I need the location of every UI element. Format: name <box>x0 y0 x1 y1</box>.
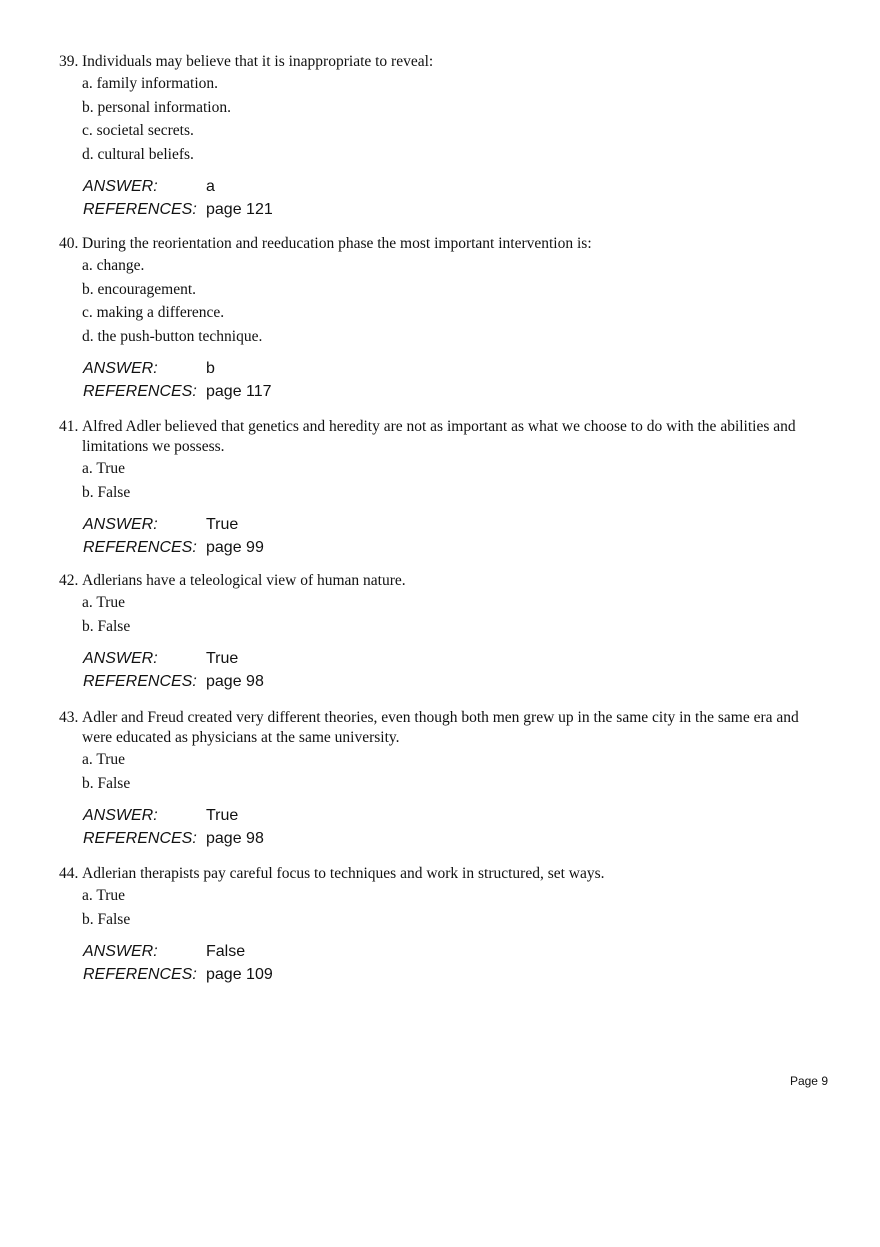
choice-list <box>82 457 829 504</box>
answer-block <box>83 648 829 693</box>
answer-value: b <box>206 360 215 377</box>
references-value: page 98 <box>206 829 264 847</box>
answer-value: False <box>206 943 246 960</box>
answer-block <box>83 176 829 221</box>
question-stem <box>59 234 829 254</box>
choice-b: b. False <box>82 617 131 635</box>
answer-value: True <box>206 516 239 533</box>
choice-b: b. encouragement. <box>82 280 197 298</box>
references-value: page 109 <box>206 965 273 983</box>
question-stem <box>59 571 829 591</box>
answer-block <box>83 514 829 559</box>
references-label: REFERENCES: <box>83 200 197 218</box>
references-label: REFERENCES: <box>83 829 197 847</box>
question-stem <box>59 417 829 457</box>
choice-b: b. False <box>82 774 131 792</box>
choice-c: c. societal secrets. <box>82 122 194 139</box>
answer-label: ANSWER: <box>83 943 158 960</box>
answer-block <box>83 805 829 850</box>
question-stem <box>59 864 829 884</box>
question-stem <box>59 52 829 72</box>
answer-row <box>83 514 829 537</box>
answer-row <box>83 805 829 828</box>
choice-a: a. True <box>82 594 126 611</box>
references-value: page 117 <box>206 382 272 400</box>
page-number: Page 9 <box>789 1074 828 1088</box>
references-row <box>83 381 829 404</box>
question-number: 44. <box>59 865 79 882</box>
answer-label: ANSWER: <box>83 178 158 195</box>
question-text: Alfred Adler believed that genetics and heredity are not as important as what we choose to do with the abilities and limitations we possess. <box>82 418 796 455</box>
choice-a: a. True <box>82 887 126 904</box>
references-label: REFERENCES: <box>83 538 197 556</box>
references-label: REFERENCES: <box>83 672 197 690</box>
choice-a: a. True <box>82 751 126 768</box>
answer-block <box>83 358 829 403</box>
choice-b: b. False <box>82 910 131 928</box>
choice-c: c. making a difference. <box>82 304 225 321</box>
question-number: 41. <box>59 418 79 435</box>
choice-a: a. True <box>82 460 126 477</box>
choice-list <box>82 254 829 348</box>
references-label: REFERENCES: <box>83 965 197 983</box>
references-row <box>83 537 829 560</box>
choice-b: b. personal information. <box>82 98 231 116</box>
references-value: page 99 <box>206 538 264 556</box>
references-row <box>83 671 829 694</box>
answer-label: ANSWER: <box>83 807 158 824</box>
choice-list <box>82 884 829 931</box>
question-stem <box>59 708 829 748</box>
answer-label: ANSWER: <box>83 650 158 667</box>
question-42 <box>59 571 829 693</box>
answer-value: True <box>206 807 239 824</box>
question-number: 39. <box>59 53 79 70</box>
references-row <box>83 828 829 851</box>
references-value: page 98 <box>206 672 264 690</box>
answer-row <box>83 358 829 381</box>
answer-value: True <box>206 650 239 667</box>
question-number: 43. <box>59 709 79 726</box>
choice-d: d. the push-button technique. <box>82 327 263 345</box>
question-text: Adlerian therapists pay careful focus to techniques and work in structured, set ways. <box>82 865 605 882</box>
choice-a: a. change. <box>82 257 145 274</box>
choice-list <box>82 591 829 638</box>
references-row <box>83 964 829 987</box>
question-41 <box>59 417 829 559</box>
question-text: Adlerians have a teleological view of human nature. <box>82 572 406 589</box>
question-43 <box>59 708 829 850</box>
answer-row <box>83 941 829 964</box>
question-number: 42. <box>59 572 79 589</box>
choice-a: a. family information. <box>82 75 219 92</box>
choice-list <box>82 72 829 166</box>
references-value: page 121 <box>206 200 273 218</box>
choice-list <box>82 748 829 795</box>
answer-row <box>83 176 829 199</box>
references-label: REFERENCES: <box>83 382 197 400</box>
choice-d: d. cultural beliefs. <box>82 145 194 163</box>
question-text: During the reorientation and reeducation phase the most important intervention is: <box>82 235 592 252</box>
question-number: 40. <box>59 235 79 252</box>
choice-b: b. False <box>82 483 131 501</box>
answer-value: a <box>206 178 215 195</box>
question-39 <box>59 52 829 221</box>
answer-label: ANSWER: <box>83 516 158 533</box>
question-40 <box>59 234 829 403</box>
answer-label: ANSWER: <box>83 360 158 377</box>
question-text: Individuals may believe that it is inappropriate to reveal: <box>82 53 434 70</box>
question-44 <box>59 864 829 986</box>
references-row <box>83 199 829 222</box>
answer-row <box>83 648 829 671</box>
question-text: Adler and Freud created very different theories, even though both men grew up in the same city in the same era and were educated as physicians at the same university. <box>82 709 799 746</box>
answer-block <box>83 941 829 986</box>
